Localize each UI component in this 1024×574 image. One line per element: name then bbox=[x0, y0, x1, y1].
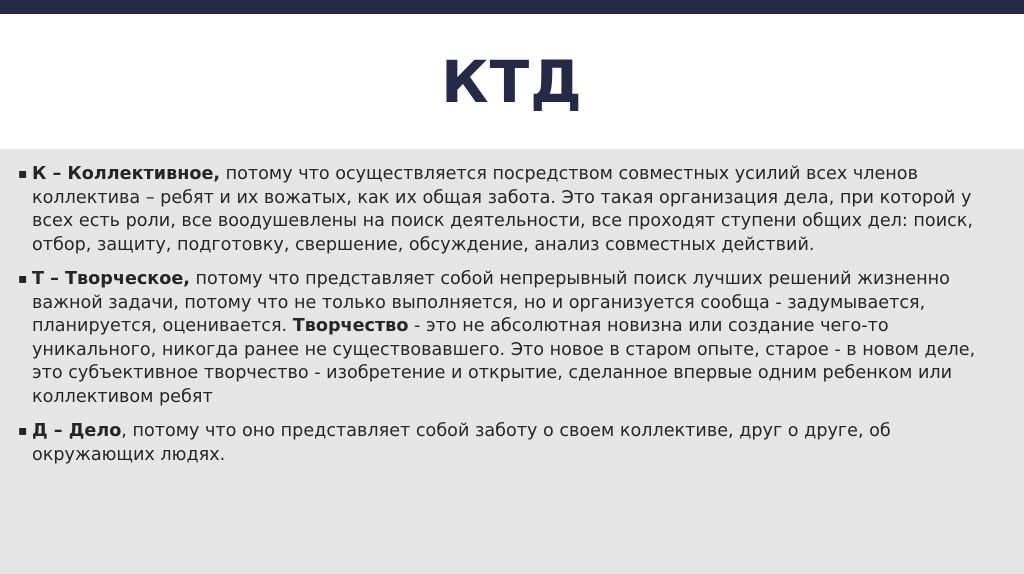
bullet-term: Д – Дело bbox=[32, 421, 122, 441]
top-band bbox=[0, 0, 1024, 14]
bullet-term: Т – Творческое, bbox=[32, 269, 190, 289]
bullet-text: , потому что оно представляет собой заботу о своем коллективе, друг о друге, об окружающих людях. bbox=[32, 421, 891, 465]
bullet-text: потому что осуществляется посредством совместных усилий всех членов коллектива – ребят и их вожатых, как их общая забота. Это такая организация дела, при которой у всех есть роли, все воодушевлены на поиск деятельности, все проходят ступени общих дел: поиск, отбор, защиту, подготовку, свершение, обсуждение, анализ совместных действий. bbox=[32, 164, 974, 255]
bullet-item-collective bbox=[18, 163, 998, 257]
bullet-marker-icon: ▪ bbox=[18, 271, 28, 287]
bullet-text-secondary: - это не абсолютная новизна или создание чего-то уникального, никогда ранее не существовавшего. Это новое в старом опыте, старое - в новом деле, это субъективное творчество - изобретение и открытие, сделанное впервые одним ребенком или коллективом ребят bbox=[32, 316, 976, 407]
bullet-marker-icon: ▪ bbox=[18, 166, 28, 182]
bullet-term-secondary: Творчество bbox=[292, 316, 409, 336]
content-area bbox=[0, 149, 1024, 574]
bullet-item-deed bbox=[18, 420, 998, 467]
bullet-list bbox=[18, 163, 998, 478]
bullet-term: К – Коллективное, bbox=[32, 164, 221, 184]
bullet-marker-icon: ▪ bbox=[18, 423, 28, 439]
bullet-text: потому что представляет собой непрерывный поиск лучших решений жизненно важной задачи, потому что не только выполняется, но и организуется сообща - задумывается, планируется, оценивается. bbox=[32, 269, 950, 336]
slide-title: КТД bbox=[441, 48, 583, 116]
bullet-item-creative bbox=[18, 268, 998, 409]
